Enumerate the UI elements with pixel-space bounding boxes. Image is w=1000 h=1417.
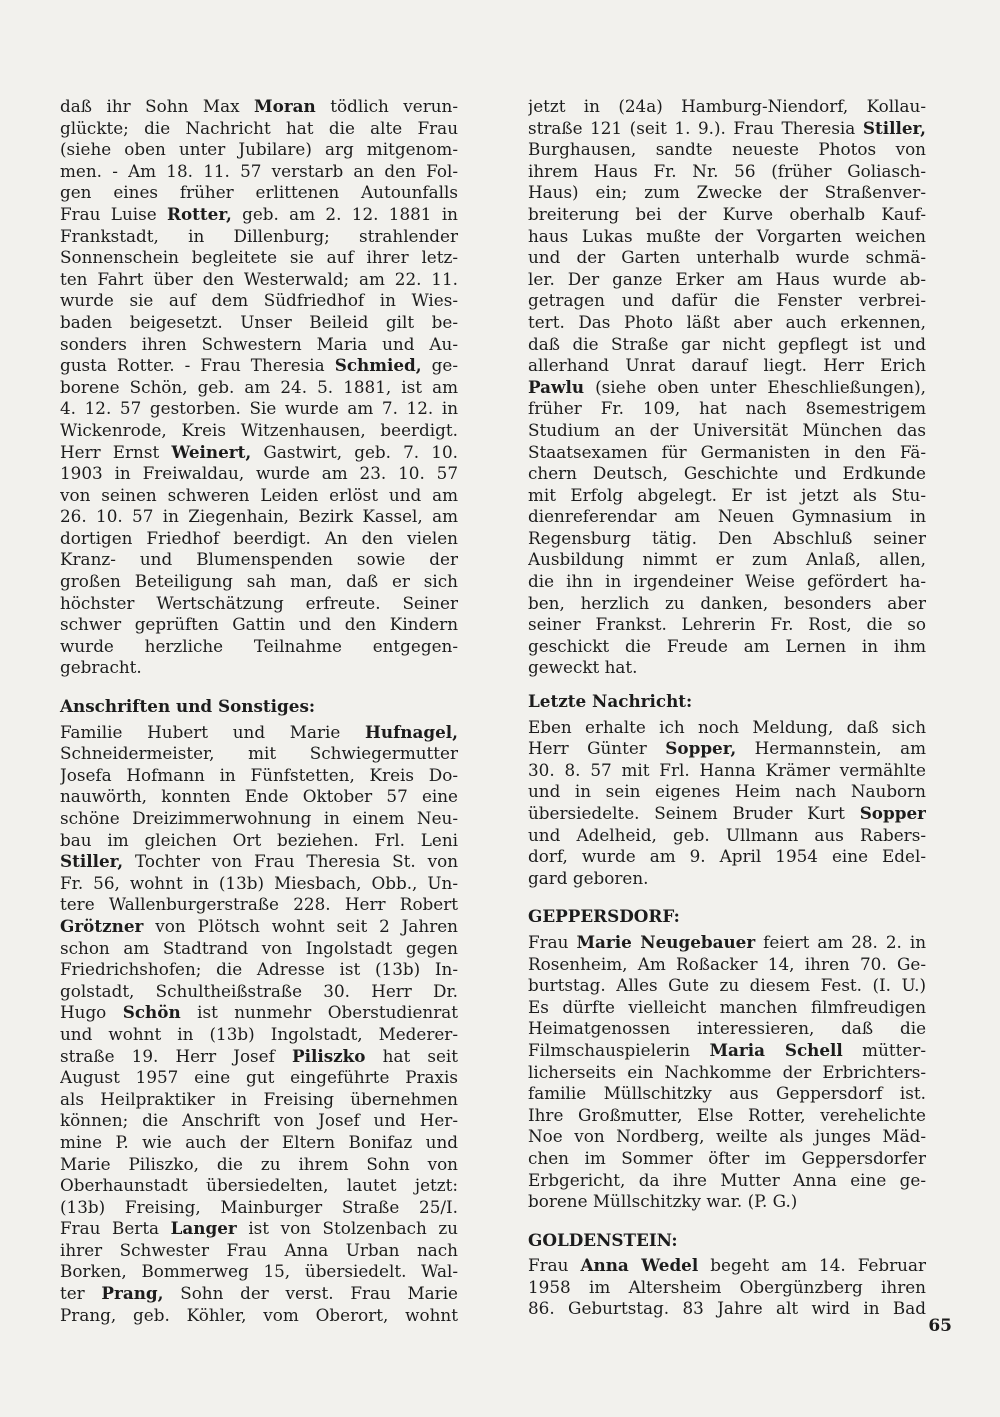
bold-name: Anna Wedel bbox=[580, 1255, 699, 1276]
text-line: ihrer Schwester Frau Anna Urban nach bbox=[60, 1239, 458, 1260]
bold-name: Piliszko bbox=[291, 1045, 366, 1066]
text-line: getragen und dafür die Fenster verbrei- bbox=[528, 290, 926, 311]
bold-name: Grötzner bbox=[60, 915, 144, 936]
text-line: Noe von Nordberg, weilte als junges Mäd- bbox=[528, 1126, 926, 1147]
text-line: und Adelheid, geb. Ullmann aus Rabers- bbox=[528, 824, 926, 845]
text-line: schwer geprüften Gattin und den Kindern bbox=[60, 614, 458, 635]
bold-name: Schön bbox=[122, 1002, 181, 1023]
text-line: borene Müllschitzky war. (P. G.) bbox=[528, 1191, 798, 1212]
text-line: Schneidermeister, mit Schwiegermutter bbox=[60, 743, 458, 764]
text-line: wurde herzliche Teilnahme entgegen- bbox=[60, 635, 458, 656]
text-line: borene Schön, geb. am 24. 5. 1881, ist am bbox=[60, 376, 458, 397]
text-line: Josefa Hofmann in Fünfstetten, Kreis Do- bbox=[60, 764, 458, 785]
text-line: tere Wallenburgerstraße 228. Herr Robert bbox=[60, 894, 458, 915]
text-line: 26. 10. 57 in Ziegenhain, Bezirk Kassel, am bbox=[60, 506, 458, 527]
text-line: Friedrichshofen; die Adresse ist (13b) In- bbox=[60, 959, 458, 980]
text-line: Kranz- und Blumenspenden sowie der bbox=[60, 549, 458, 570]
text-line: Prang, geb. Köhler, vom Oberort, wohnt bbox=[60, 1304, 458, 1325]
text-line: tert. Das Photo läßt aber auch erkennen, bbox=[528, 311, 926, 332]
text-line: daß die Straße gar nicht gepflegt ist und bbox=[528, 333, 926, 354]
section-heading-latest-news: Letzte Nachricht: bbox=[528, 691, 693, 712]
text-line: jetzt in (24a) Hamburg-Niendorf, Kollau- bbox=[528, 96, 926, 116]
geppersdorf-paragraph bbox=[528, 932, 926, 1213]
text-line: Studium an der Universität München das bbox=[528, 419, 926, 440]
bold-name: Prang, bbox=[101, 1283, 164, 1304]
text-line: (13b) Freising, Mainburger Straße 25/I. bbox=[60, 1196, 458, 1217]
obituary-paragraph bbox=[60, 96, 458, 679]
text-line: Filmschauspielerin Maria Schell mütter- bbox=[528, 1039, 926, 1060]
text-line: Fr. 56, wohnt in (13b) Miesbach, Obb., Un- bbox=[60, 872, 458, 893]
text-line: übersiedelte. Seinem Bruder Kurt Sopper bbox=[528, 803, 926, 823]
text-line: Herr Ernst Weinert, Gastwirt, geb. 7. 10. bbox=[60, 441, 458, 462]
text-line: und wohnt in (13b) Ingolstadt, Mederer- bbox=[60, 1023, 458, 1044]
text-line: Pawlu (siehe oben unter Eheschließungen), bbox=[528, 376, 926, 397]
text-line: ter Prang, Sohn der verst. Frau Marie bbox=[60, 1283, 458, 1304]
text-line: können; die Anschrift von Josef und Her- bbox=[60, 1110, 458, 1131]
text-line: licherseits ein Nachkomme der Erbrichters- bbox=[528, 1061, 926, 1082]
section-heading-goldenstein: GOLDENSTEIN: bbox=[528, 1229, 678, 1250]
text-line: höchster Wertschätzung erfreute. Seiner bbox=[60, 592, 458, 613]
text-line: Marie Piliszko, die zu ihrem Sohn von bbox=[60, 1153, 458, 1174]
text-line: als Heilpraktiker in Freising übernehmen bbox=[60, 1088, 458, 1109]
text-line: seiner Frankst. Lehrerin Fr. Rost, die so bbox=[528, 614, 926, 635]
bold-name: Maria Schell bbox=[709, 1039, 843, 1060]
latest-news-paragraph bbox=[528, 717, 926, 890]
text-line: dienreferendar am Neuen Gymnasium in bbox=[528, 506, 926, 527]
text-line: 30. 8. 57 mit Frl. Hanna Krämer vermählte bbox=[528, 759, 926, 780]
text-line: allerhand Unrat darauf liegt. Herr Erich bbox=[528, 355, 926, 376]
bold-name: Rotter, bbox=[167, 203, 232, 224]
text-line: Eben erhalte ich noch Meldung, daß sich bbox=[528, 716, 926, 737]
text-line: 1958 im Altersheim Obergünzberg ihren bbox=[528, 1276, 926, 1297]
text-line: chern Deutsch, Geschichte und Erdkunde bbox=[528, 463, 926, 484]
text-line: 1903 in Freiwaldau, wurde am 23. 10. 57 bbox=[60, 463, 458, 484]
text-line: Frau Anna Wedel begeht am 14. Februar bbox=[528, 1255, 926, 1276]
text-line: (siehe oben unter Jubilare) arg mitgenom- bbox=[60, 139, 458, 160]
text-line: breiterung bei der Kurve oberhalb Kauf- bbox=[528, 203, 926, 224]
text-line: gebracht. bbox=[60, 657, 142, 678]
text-line: Ihre Großmutter, Else Rotter, verehelichte bbox=[528, 1104, 926, 1125]
bold-name: Weinert, bbox=[171, 441, 252, 462]
text-line: ben, herzlich zu danken, besonders aber bbox=[528, 592, 926, 613]
text-line: gard geboren. bbox=[528, 867, 649, 888]
text-line: dorf, wurde am 9. April 1954 eine Edel- bbox=[528, 846, 926, 867]
text-line: Frau Berta Langer ist von Stolzenbach zu bbox=[60, 1218, 458, 1239]
text-line: Hugo Schön ist nunmehr Oberstudienrat bbox=[60, 1002, 458, 1023]
text-line: mine P. wie auch der Eltern Bonifaz und bbox=[60, 1131, 458, 1152]
text-line: Regensburg tätig. Den Abschluß seiner bbox=[528, 527, 926, 548]
text-line: glückte; die Nachricht hat die alte Frau bbox=[60, 117, 458, 138]
text-line: Erbgericht, da ihre Mutter Anna eine ge- bbox=[528, 1169, 926, 1190]
text-line: früher Fr. 109, hat nach 8semestrigem bbox=[528, 398, 926, 419]
text-line: und der Garten unterhalb wurde schmä- bbox=[528, 247, 926, 268]
text-line: straße 121 (seit 1. 9.). Frau Theresia Stiller, bbox=[528, 117, 926, 138]
bold-name: Sopper, bbox=[665, 738, 737, 759]
text-line: Frau Marie Neugebauer feiert am 28. 2. in bbox=[528, 931, 926, 952]
text-line: Frau Luise Rotter, geb. am 2. 12. 1881 in bbox=[60, 203, 458, 224]
text-line: Ausbildung nimmt er zum Anlaß, allen, bbox=[528, 549, 926, 570]
text-line: 4. 12. 57 gestorben. Sie wurde am 7. 12. in bbox=[60, 398, 458, 419]
section-heading-geppersdorf: GEPPERSDORF: bbox=[528, 906, 680, 927]
text-line: Wickenrode, Kreis Witzenhausen, beerdigt. bbox=[60, 419, 458, 440]
page-number: 65 bbox=[928, 1316, 952, 1336]
text-line: dortigen Friedhof beerdigt. An den vielen bbox=[60, 527, 458, 548]
goldenstein-paragraph bbox=[528, 1255, 926, 1320]
text-line: familie Müllschitzky aus Geppersdorf ist. bbox=[528, 1083, 926, 1104]
text-line: Haus) ein; zum Zwecke der Straßenver- bbox=[528, 182, 926, 203]
text-line: golstadt, Schultheißstraße 30. Herr Dr. bbox=[60, 980, 458, 1001]
right-column bbox=[528, 96, 926, 1320]
text-line: Oberhaunstadt übersiedelten, lautet jetzt: bbox=[60, 1175, 458, 1196]
bold-name: Schmied, bbox=[334, 355, 422, 376]
text-line: Es dürfte vielleicht manchen filmfreudigen bbox=[528, 996, 926, 1017]
text-line: gen eines früher erlittenen Autounfalls bbox=[60, 182, 458, 203]
text-line: Rosenheim, Am Roßacker 14, ihren 70. Ge- bbox=[528, 953, 926, 974]
text-line: wurde sie auf dem Südfriedhof in Wies- bbox=[60, 290, 458, 311]
left-column bbox=[60, 96, 458, 1326]
text-line: ten Fahrt über den Westerwald; am 22. 11. bbox=[60, 268, 458, 289]
text-line: burtstag. Alles Gute zu diesem Fest. (I. U.) bbox=[528, 975, 926, 996]
text-line: chen im Sommer öfter im Geppersdorfer bbox=[528, 1147, 926, 1168]
text-line: großen Beteiligung sah man, daß er sich bbox=[60, 571, 458, 592]
text-line: straße 19. Herr Josef Piliszko hat seit bbox=[60, 1045, 458, 1066]
text-line: 86. Geburtstag. 83 Jahre alt wird in Bad bbox=[528, 1298, 926, 1319]
text-line: von seinen schweren Leiden erlöst und am bbox=[60, 484, 458, 505]
text-line: Sonnenschein begleitete sie auf ihrer letz- bbox=[60, 247, 458, 268]
text-line: schon am Stadtrand von Ingolstadt gegen bbox=[60, 937, 458, 958]
addresses-continued-paragraph bbox=[528, 96, 926, 679]
text-line: bau im gleichen Ort beziehen. Frl. Leni bbox=[60, 829, 458, 850]
text-line: August 1957 eine gut eingeführte Praxis bbox=[60, 1067, 458, 1088]
text-line: Heimatgenossen interessieren, daß die bbox=[528, 1018, 926, 1039]
text-line: haus Lukas mußte der Vorgarten weichen bbox=[528, 225, 926, 246]
text-line: Frankstadt, in Dillenburg; strahlender bbox=[60, 225, 458, 246]
bold-name: Stiller, bbox=[862, 117, 926, 138]
text-line: ihrem Haus Fr. Nr. 56 (früher Goliasch- bbox=[528, 160, 926, 181]
text-line: Staatsexamen für Germanisten in den Fä- bbox=[528, 441, 926, 462]
bold-name: Hufnagel, bbox=[365, 721, 458, 742]
text-line: schöne Dreizimmerwohnung in einem Neu- bbox=[60, 808, 458, 828]
text-line: men. - Am 18. 11. 57 verstarb an den Fol- bbox=[60, 160, 458, 181]
text-line: und in sein eigenes Heim nach Nauborn bbox=[528, 781, 926, 802]
text-line: geweckt hat. bbox=[528, 657, 638, 678]
bold-name: Sopper bbox=[859, 803, 926, 823]
addresses-paragraph bbox=[60, 722, 458, 1327]
bold-name: Stiller, bbox=[60, 851, 124, 872]
bold-name: Moran bbox=[254, 96, 316, 116]
text-line: Herr Günter Sopper, Hermannstein, am bbox=[528, 738, 926, 759]
text-line: Grötzner von Plötsch wohnt seit 2 Jahren bbox=[60, 915, 458, 936]
text-line: sonders ihren Schwestern Maria und Au- bbox=[60, 333, 458, 354]
text-line: daß ihr Sohn Max Moran tödlich verun- bbox=[60, 96, 458, 116]
text-line: Burghausen, sandte neueste Photos von bbox=[528, 139, 926, 160]
bold-name: Langer bbox=[170, 1218, 237, 1239]
text-line: baden beigesetzt. Unser Beileid gilt be- bbox=[60, 311, 458, 332]
text-line: nauwörth, konnten Ende Oktober 57 eine bbox=[60, 786, 458, 807]
text-line: mit Erfolg abgelegt. Er ist jetzt als Stu- bbox=[528, 484, 926, 505]
text-line: ler. Der ganze Erker am Haus wurde ab- bbox=[528, 268, 926, 289]
bold-name: Pawlu bbox=[528, 376, 585, 397]
text-line: gusta Rotter. - Frau Theresia Schmied, ge- bbox=[60, 355, 458, 376]
section-heading-addresses: Anschriften und Sonstiges: bbox=[60, 696, 316, 717]
bold-name: Marie Neugebauer bbox=[576, 931, 756, 952]
text-line: Borken, Bommerweg 15, übersiedelt. Wal- bbox=[60, 1261, 458, 1282]
text-line: die ihn in irgendeiner Weise gefördert ha- bbox=[528, 571, 926, 592]
text-line: Familie Hubert und Marie Hufnagel, bbox=[60, 721, 458, 742]
text-line: Stiller, Tochter von Frau Theresia St. von bbox=[60, 851, 458, 872]
text-line: geschickt die Freude am Lernen in ihm bbox=[528, 635, 926, 656]
